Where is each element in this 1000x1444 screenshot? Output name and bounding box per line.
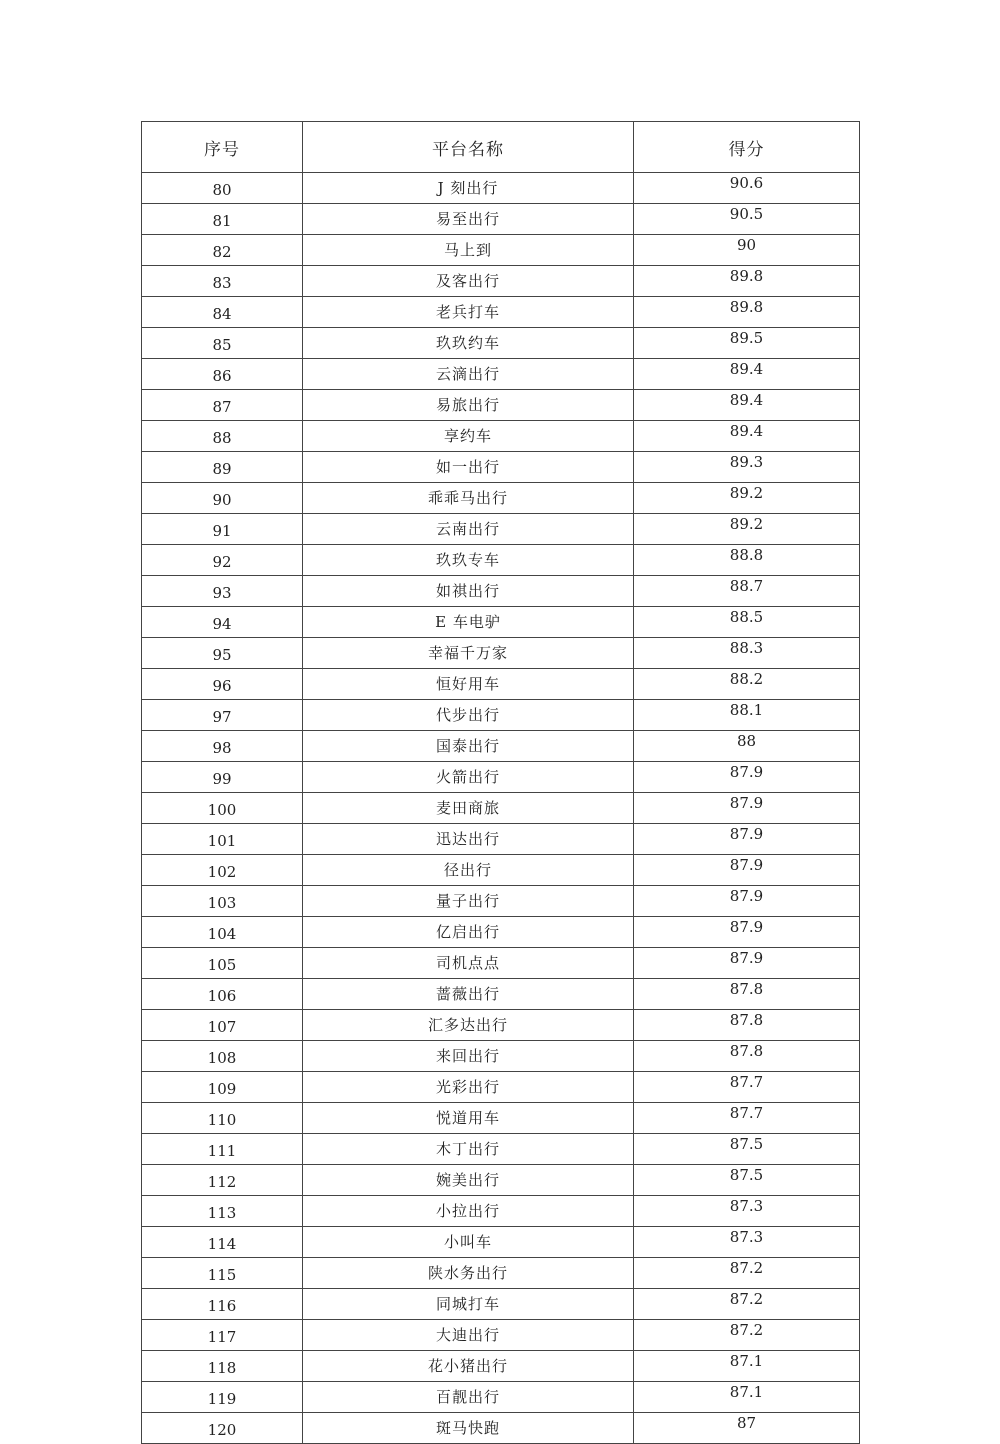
cell-platform-name: 如祺出行 [303, 576, 634, 607]
table-row [142, 886, 860, 917]
cell-serial-number: 116 [142, 1289, 303, 1320]
table-row [142, 1072, 860, 1103]
cell-serial-number: 105 [142, 948, 303, 979]
cell-platform-name: 花小猪出行 [303, 1351, 634, 1382]
cell-platform-name: 麦田商旅 [303, 793, 634, 824]
cell-serial-number: 91 [142, 514, 303, 545]
table-row [142, 762, 860, 793]
cell-serial-number: 98 [142, 731, 303, 762]
cell-serial-number: 88 [142, 421, 303, 452]
table-row [142, 1413, 860, 1444]
cell-platform-name: 司机点点 [303, 948, 634, 979]
cell-platform-name: 迅达出行 [303, 824, 634, 855]
cell-score: 87.2 [634, 1258, 860, 1289]
table-row [142, 669, 860, 700]
table-row [142, 452, 860, 483]
header-serial-number: 序号 [142, 122, 303, 173]
cell-score: 90 [634, 235, 860, 266]
cell-platform-name: 同城打车 [303, 1289, 634, 1320]
cell-serial-number: 120 [142, 1413, 303, 1444]
cell-serial-number: 96 [142, 669, 303, 700]
cell-serial-number: 83 [142, 266, 303, 297]
table-row [142, 1227, 860, 1258]
table-row [142, 1196, 860, 1227]
cell-serial-number: 94 [142, 607, 303, 638]
cell-platform-name: 小拉出行 [303, 1196, 634, 1227]
cell-serial-number: 118 [142, 1351, 303, 1382]
cell-serial-number: 99 [142, 762, 303, 793]
cell-score: 88 [634, 731, 860, 762]
table-row [142, 1103, 860, 1134]
cell-score: 88.5 [634, 607, 860, 638]
cell-serial-number: 117 [142, 1320, 303, 1351]
table-row [142, 297, 860, 328]
cell-score: 87.3 [634, 1196, 860, 1227]
cell-platform-name: 婉美出行 [303, 1165, 634, 1196]
cell-serial-number: 100 [142, 793, 303, 824]
table-row [142, 1351, 860, 1382]
cell-serial-number: 106 [142, 979, 303, 1010]
table-row [142, 204, 860, 235]
cell-serial-number: 81 [142, 204, 303, 235]
cell-serial-number: 87 [142, 390, 303, 421]
table-row [142, 545, 860, 576]
cell-platform-name: 百靓出行 [303, 1382, 634, 1413]
cell-serial-number: 109 [142, 1072, 303, 1103]
cell-serial-number: 90 [142, 483, 303, 514]
cell-platform-name: 玖玖专车 [303, 545, 634, 576]
table-row [142, 1258, 860, 1289]
cell-score: 87.9 [634, 886, 860, 917]
table-row [142, 638, 860, 669]
table-row [142, 235, 860, 266]
table-row [142, 948, 860, 979]
cell-score: 87.9 [634, 824, 860, 855]
cell-score: 87.1 [634, 1382, 860, 1413]
table-row [142, 1165, 860, 1196]
cell-score: 87.9 [634, 917, 860, 948]
table-row [142, 359, 860, 390]
cell-score: 90.5 [634, 204, 860, 235]
table-row [142, 328, 860, 359]
table-row [142, 731, 860, 762]
cell-serial-number: 92 [142, 545, 303, 576]
cell-platform-name: 径出行 [303, 855, 634, 886]
cell-serial-number: 86 [142, 359, 303, 390]
table-row [142, 266, 860, 297]
cell-score: 87.8 [634, 1010, 860, 1041]
cell-serial-number: 112 [142, 1165, 303, 1196]
cell-serial-number: 108 [142, 1041, 303, 1072]
header-platform-name: 平台名称 [303, 122, 634, 173]
table-row [142, 1010, 860, 1041]
cell-platform-name: J 刻出行 [303, 173, 634, 204]
cell-platform-name: 云滴出行 [303, 359, 634, 390]
cell-platform-name: 马上到 [303, 235, 634, 266]
ranking-table [141, 121, 860, 1444]
table-row [142, 1041, 860, 1072]
cell-score: 88.3 [634, 638, 860, 669]
table-header-row [142, 122, 860, 173]
cell-serial-number: 89 [142, 452, 303, 483]
cell-platform-name: 蔷薇出行 [303, 979, 634, 1010]
cell-platform-name: 恒好用车 [303, 669, 634, 700]
cell-serial-number: 113 [142, 1196, 303, 1227]
cell-score: 89.2 [634, 483, 860, 514]
table-row [142, 917, 860, 948]
cell-score: 88.2 [634, 669, 860, 700]
table-row [142, 855, 860, 886]
cell-serial-number: 111 [142, 1134, 303, 1165]
cell-score: 88.7 [634, 576, 860, 607]
cell-platform-name: 汇多达出行 [303, 1010, 634, 1041]
table-row [142, 1320, 860, 1351]
cell-platform-name: 老兵打车 [303, 297, 634, 328]
cell-score: 87.2 [634, 1320, 860, 1351]
cell-serial-number: 82 [142, 235, 303, 266]
cell-serial-number: 84 [142, 297, 303, 328]
table-row [142, 979, 860, 1010]
cell-score: 87 [634, 1413, 860, 1444]
cell-platform-name: 享约车 [303, 421, 634, 452]
table-row [142, 1289, 860, 1320]
cell-score: 87.2 [634, 1289, 860, 1320]
cell-serial-number: 110 [142, 1103, 303, 1134]
cell-platform-name: 如一出行 [303, 452, 634, 483]
cell-serial-number: 97 [142, 700, 303, 731]
cell-platform-name: 幸福千万家 [303, 638, 634, 669]
cell-score: 89.4 [634, 421, 860, 452]
cell-serial-number: 107 [142, 1010, 303, 1041]
cell-platform-name: 及客出行 [303, 266, 634, 297]
cell-platform-name: 来回出行 [303, 1041, 634, 1072]
cell-platform-name: 悦道用车 [303, 1103, 634, 1134]
cell-score: 89.8 [634, 266, 860, 297]
cell-platform-name: 云南出行 [303, 514, 634, 545]
table-row [142, 576, 860, 607]
cell-serial-number: 95 [142, 638, 303, 669]
cell-platform-name: 木丁出行 [303, 1134, 634, 1165]
cell-platform-name: 易至出行 [303, 204, 634, 235]
cell-score: 87.9 [634, 793, 860, 824]
cell-score: 87.9 [634, 948, 860, 979]
table-row [142, 607, 860, 638]
header-score: 得分 [634, 122, 860, 173]
cell-platform-name: 小叫车 [303, 1227, 634, 1258]
cell-serial-number: 104 [142, 917, 303, 948]
cell-platform-name: E 车电驴 [303, 607, 634, 638]
cell-platform-name: 量子出行 [303, 886, 634, 917]
cell-score: 89.4 [634, 390, 860, 421]
cell-platform-name: 代步出行 [303, 700, 634, 731]
table-row [142, 173, 860, 204]
table-row [142, 1382, 860, 1413]
table-row [142, 421, 860, 452]
cell-platform-name: 乖乖马出行 [303, 483, 634, 514]
cell-score: 87.8 [634, 1041, 860, 1072]
cell-score: 87.9 [634, 855, 860, 886]
cell-serial-number: 115 [142, 1258, 303, 1289]
cell-score: 87.7 [634, 1072, 860, 1103]
cell-score: 90.6 [634, 173, 860, 204]
cell-serial-number: 103 [142, 886, 303, 917]
cell-score: 87.5 [634, 1134, 860, 1165]
table-row [142, 1134, 860, 1165]
cell-score: 89.2 [634, 514, 860, 545]
table-row [142, 483, 860, 514]
cell-platform-name: 火箭出行 [303, 762, 634, 793]
cell-score: 87.1 [634, 1351, 860, 1382]
cell-score: 89.4 [634, 359, 860, 390]
table-row [142, 514, 860, 545]
table-row [142, 700, 860, 731]
cell-serial-number: 80 [142, 173, 303, 204]
cell-platform-name: 易旅出行 [303, 390, 634, 421]
cell-platform-name: 斑马快跑 [303, 1413, 634, 1444]
cell-serial-number: 119 [142, 1382, 303, 1413]
cell-score: 87.8 [634, 979, 860, 1010]
cell-platform-name: 大迪出行 [303, 1320, 634, 1351]
cell-serial-number: 93 [142, 576, 303, 607]
cell-platform-name: 陕水务出行 [303, 1258, 634, 1289]
cell-serial-number: 101 [142, 824, 303, 855]
cell-score: 87.5 [634, 1165, 860, 1196]
cell-score: 87.7 [634, 1103, 860, 1134]
cell-score: 89.8 [634, 297, 860, 328]
cell-score: 88.1 [634, 700, 860, 731]
cell-platform-name: 光彩出行 [303, 1072, 634, 1103]
table-row [142, 824, 860, 855]
cell-platform-name: 亿启出行 [303, 917, 634, 948]
cell-score: 87.3 [634, 1227, 860, 1258]
cell-serial-number: 102 [142, 855, 303, 886]
table-row [142, 793, 860, 824]
cell-serial-number: 114 [142, 1227, 303, 1258]
cell-platform-name: 玖玖约车 [303, 328, 634, 359]
cell-score: 88.8 [634, 545, 860, 576]
cell-score: 87.9 [634, 762, 860, 793]
table-row [142, 390, 860, 421]
cell-score: 89.3 [634, 452, 860, 483]
cell-platform-name: 国泰出行 [303, 731, 634, 762]
cell-serial-number: 85 [142, 328, 303, 359]
cell-score: 89.5 [634, 328, 860, 359]
